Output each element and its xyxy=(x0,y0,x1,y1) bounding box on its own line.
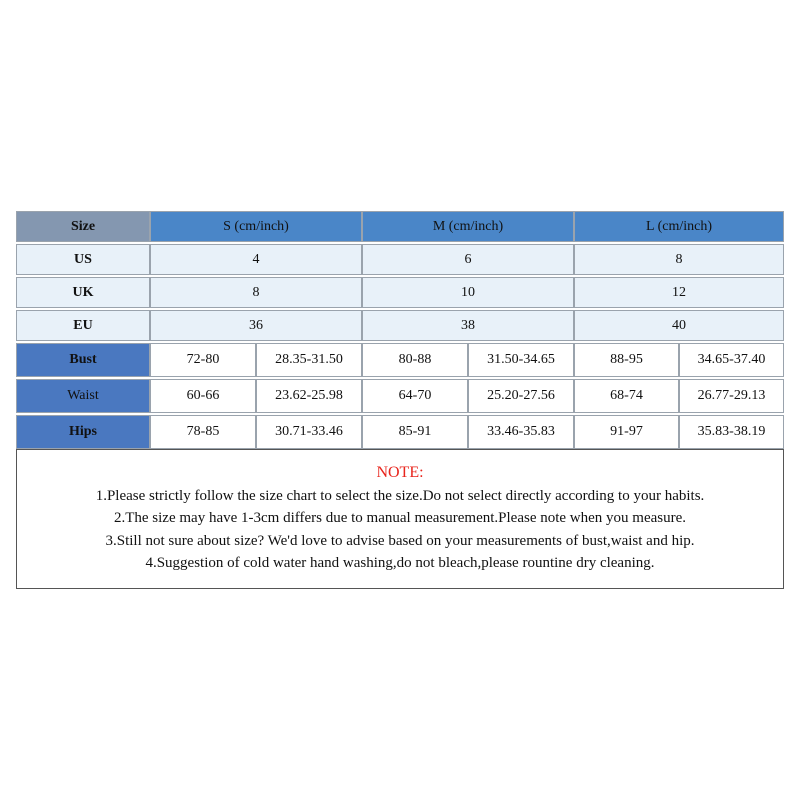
row-label-us: US xyxy=(16,244,150,275)
waist-s-cm: 60-66 xyxy=(150,379,256,413)
table-row xyxy=(16,343,784,377)
size-m-header: M (cm/inch) xyxy=(362,211,574,242)
us-s-value: 4 xyxy=(150,244,362,275)
table-header-row xyxy=(16,211,784,242)
note-line: 1.Please strictly follow the size chart to select the size.Do not select directly according to your habits. xyxy=(95,487,705,504)
bust-m-cm: 80-88 xyxy=(362,343,468,377)
note-title: NOTE: xyxy=(376,464,424,481)
size-chart-table xyxy=(16,209,784,451)
table-row xyxy=(16,415,784,449)
waist-l-inch: 26.77-29.13 xyxy=(679,379,784,413)
hips-l-inch: 35.83-38.19 xyxy=(679,415,784,449)
waist-s-inch: 23.62-25.98 xyxy=(256,379,362,413)
note-line: 3.Still not sure about size? We'd love to advise based on your measurements of bust,waist and hip. xyxy=(105,532,695,549)
table-row xyxy=(16,379,784,413)
notes-box xyxy=(16,449,784,589)
eu-m-value: 38 xyxy=(362,310,574,341)
bust-l-cm: 88-95 xyxy=(574,343,679,377)
uk-l-value: 12 xyxy=(574,277,784,308)
waist-m-cm: 64-70 xyxy=(362,379,468,413)
uk-s-value: 8 xyxy=(150,277,362,308)
table-row xyxy=(16,244,784,275)
us-l-value: 8 xyxy=(574,244,784,275)
us-m-value: 6 xyxy=(362,244,574,275)
table-row xyxy=(16,310,784,341)
size-header-cell: Size xyxy=(16,211,150,242)
note-line: 4.Suggestion of cold water hand washing,do not bleach,please rountine dry cleaning. xyxy=(145,555,655,571)
bust-s-cm: 72-80 xyxy=(150,343,256,377)
row-label-waist: Waist xyxy=(16,379,150,413)
size-l-header: L (cm/inch) xyxy=(574,211,784,242)
eu-l-value: 40 xyxy=(574,310,784,341)
uk-m-value: 10 xyxy=(362,277,574,308)
bust-m-inch: 31.50-34.65 xyxy=(468,343,574,377)
size-s-header: S (cm/inch) xyxy=(150,211,362,242)
bust-s-inch: 28.35-31.50 xyxy=(256,343,362,377)
hips-l-cm: 91-97 xyxy=(574,415,679,449)
row-label-uk: UK xyxy=(16,277,150,308)
waist-l-cm: 68-74 xyxy=(574,379,679,413)
bust-l-inch: 34.65-37.40 xyxy=(679,343,784,377)
hips-m-cm: 85-91 xyxy=(362,415,468,449)
eu-s-value: 36 xyxy=(150,310,362,341)
row-label-eu: EU xyxy=(16,310,150,341)
hips-m-inch: 33.46-35.83 xyxy=(468,415,574,449)
waist-m-inch: 25.20-27.56 xyxy=(468,379,574,413)
row-label-hips: Hips xyxy=(16,415,150,449)
hips-s-cm: 78-85 xyxy=(150,415,256,449)
note-line: 2.The size may have 1-3cm differs due to manual measurement.Please note when you measure. xyxy=(113,510,687,526)
row-label-bust: Bust xyxy=(16,343,150,377)
hips-s-inch: 30.71-33.46 xyxy=(256,415,362,449)
table-row xyxy=(16,277,784,308)
